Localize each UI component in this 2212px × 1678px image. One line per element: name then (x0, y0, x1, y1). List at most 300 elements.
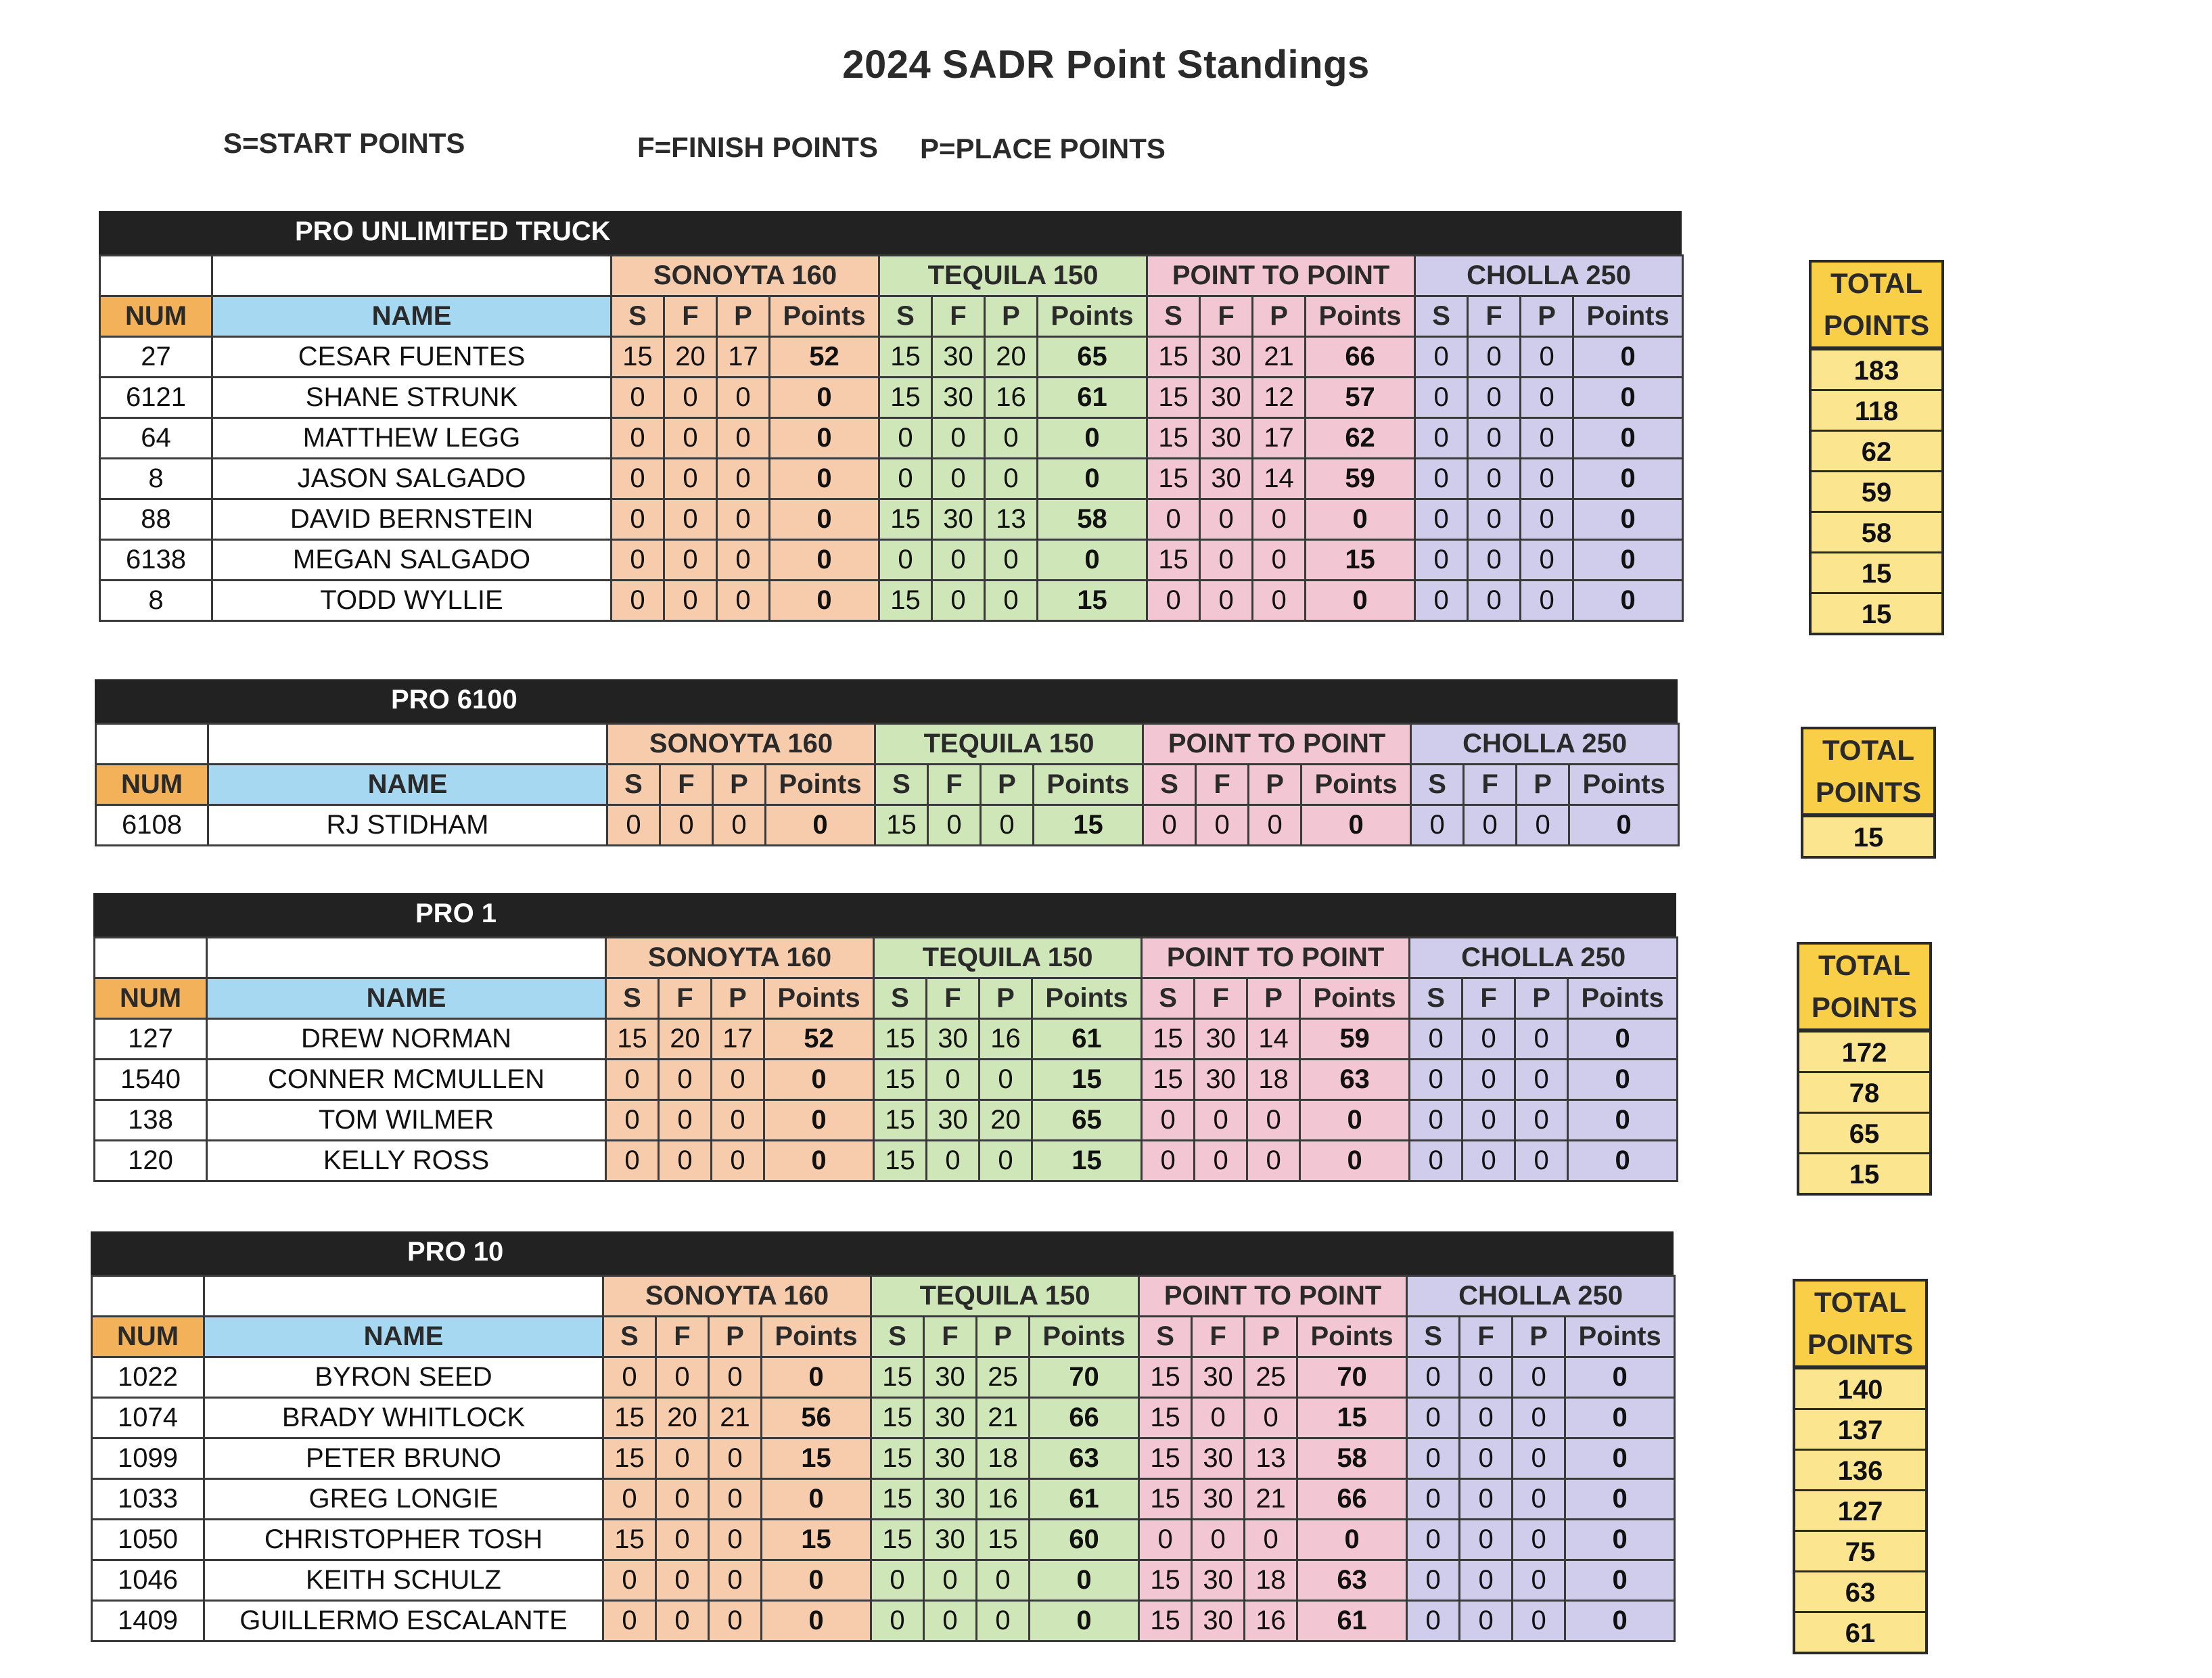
race-points: 0 (762, 1479, 871, 1520)
place-points: 0 (717, 418, 770, 459)
finish-points: 0 (664, 459, 717, 499)
start-points: 15 (1147, 378, 1200, 418)
total-points-value: 65 (1799, 1112, 1929, 1152)
place-points: 0 (1521, 378, 1573, 418)
finish-points: 20 (659, 1019, 712, 1060)
start-points: 15 (874, 1100, 927, 1141)
start-points: 15 (1139, 1438, 1192, 1479)
finish-points: 0 (664, 540, 717, 581)
class-name: PRO 10 (407, 1237, 504, 1267)
racer-name: MEGAN SALGADO (212, 540, 612, 581)
finish-points: 0 (1195, 1100, 1247, 1141)
finish-points: 30 (1192, 1601, 1245, 1641)
race-points: 0 (1565, 1479, 1675, 1520)
race-title: SONOYTA 160 (612, 256, 879, 296)
finish-points: 0 (1196, 805, 1249, 846)
finish-points: 0 (1460, 1601, 1513, 1641)
finish-points: 0 (664, 581, 717, 621)
name-header: NAME (204, 1317, 603, 1357)
place-points: 0 (1515, 1141, 1568, 1181)
place-header: P (713, 765, 766, 805)
place-points: 0 (1253, 499, 1306, 540)
start-points: 0 (1410, 1141, 1462, 1181)
start-points: 0 (606, 1100, 659, 1141)
place-points: 18 (977, 1438, 1030, 1479)
start-points: 15 (879, 378, 932, 418)
place-points: 0 (1253, 581, 1306, 621)
total-points-box (1793, 1279, 1928, 1654)
finish-points: 30 (932, 378, 985, 418)
race-points: 65 (1038, 337, 1147, 378)
finish-points: 30 (1192, 1438, 1245, 1479)
finish-points: 0 (1468, 540, 1521, 581)
start-points: 0 (612, 459, 664, 499)
finish-points: 30 (927, 1019, 980, 1060)
place-points: 0 (1517, 805, 1569, 846)
race-points: 0 (1300, 1100, 1410, 1141)
table-row (92, 1520, 1675, 1560)
finish-header: F (656, 1317, 709, 1357)
race-points: 0 (770, 418, 879, 459)
finish-points: 30 (1195, 1060, 1247, 1100)
points-header: Points (1030, 1317, 1139, 1357)
race-points: 0 (764, 1100, 874, 1141)
race-points: 66 (1297, 1479, 1407, 1520)
finish-header: F (660, 765, 713, 805)
start-header: S (875, 765, 928, 805)
finish-header: F (1195, 978, 1247, 1019)
race-points: 0 (766, 805, 875, 846)
table-row (95, 1100, 1678, 1141)
place-points: 0 (717, 378, 770, 418)
race-points: 0 (1297, 1520, 1407, 1560)
race-points: 0 (1565, 1357, 1675, 1398)
place-points: 0 (713, 805, 766, 846)
place-points: 0 (980, 1141, 1032, 1181)
finish-points: 0 (927, 1141, 980, 1181)
place-points: 0 (717, 499, 770, 540)
start-header: S (612, 296, 664, 337)
place-header: P (977, 1317, 1030, 1357)
racer-name: GUILLERMO ESCALANTE (204, 1601, 603, 1641)
place-points: 0 (1513, 1520, 1565, 1560)
place-points: 0 (977, 1560, 1030, 1601)
place-points: 0 (1245, 1398, 1297, 1438)
start-header: S (607, 765, 660, 805)
start-header: S (1415, 296, 1468, 337)
name-header: NAME (207, 978, 606, 1019)
finish-points: 0 (1195, 1141, 1247, 1181)
start-points: 0 (603, 1560, 656, 1601)
race-points: 0 (1568, 1141, 1678, 1181)
start-points: 0 (606, 1141, 659, 1181)
place-points: 0 (717, 581, 770, 621)
points-header: Points (1032, 978, 1142, 1019)
finish-points: 20 (656, 1398, 709, 1438)
finish-points: 0 (656, 1357, 709, 1398)
racer-name: CONNER MCMULLEN (207, 1060, 606, 1100)
racer-number: 6138 (100, 540, 212, 581)
start-points: 15 (874, 1060, 927, 1100)
start-points: 0 (1415, 499, 1468, 540)
start-points: 0 (1142, 1100, 1195, 1141)
start-header: S (1143, 765, 1196, 805)
start-header: S (1411, 765, 1464, 805)
race-points: 60 (1030, 1520, 1139, 1560)
start-points: 0 (612, 540, 664, 581)
total-points-value: 78 (1799, 1071, 1929, 1112)
racer-number: 27 (100, 337, 212, 378)
standings-table (91, 1275, 1676, 1642)
start-points: 0 (612, 499, 664, 540)
table-row (100, 378, 1683, 418)
racer-name: PETER BRUNO (204, 1438, 603, 1479)
points-header: Points (762, 1317, 871, 1357)
place-points: 0 (1513, 1560, 1565, 1601)
race-points: 61 (1038, 378, 1147, 418)
finish-points: 0 (932, 459, 985, 499)
blank-cell (208, 724, 607, 765)
place-points: 0 (712, 1141, 764, 1181)
race-points: 0 (764, 1141, 874, 1181)
points-header: Points (1568, 978, 1678, 1019)
start-points: 15 (612, 337, 664, 378)
race-points: 0 (1573, 540, 1683, 581)
start-points: 15 (1139, 1357, 1192, 1398)
race-points: 0 (1565, 1560, 1675, 1601)
place-points: 20 (985, 337, 1038, 378)
points-header: Points (1306, 296, 1415, 337)
place-points: 13 (1245, 1438, 1297, 1479)
finish-points: 0 (1468, 418, 1521, 459)
race-title: CHOLLA 250 (1411, 724, 1679, 765)
race-points: 62 (1306, 418, 1415, 459)
place-header: P (981, 765, 1034, 805)
race-points: 0 (770, 540, 879, 581)
total-points-box (1801, 727, 1936, 859)
start-points: 0 (879, 540, 932, 581)
start-points: 15 (871, 1479, 924, 1520)
start-points: 15 (875, 805, 928, 846)
start-points: 0 (1407, 1520, 1460, 1560)
race-points: 0 (762, 1560, 871, 1601)
race-points: 0 (1568, 1019, 1678, 1060)
finish-points: 0 (659, 1100, 712, 1141)
finish-points: 30 (932, 337, 985, 378)
name-header: NAME (212, 296, 612, 337)
place-points: 15 (977, 1520, 1030, 1560)
place-header: P (717, 296, 770, 337)
finish-points: 30 (1200, 459, 1253, 499)
racer-name: DAVID BERNSTEIN (212, 499, 612, 540)
total-points-box (1809, 260, 1944, 635)
race-points: 63 (1300, 1060, 1410, 1100)
points-label: POINTS (1811, 991, 1918, 1023)
total-points-value: 59 (1812, 470, 1941, 511)
start-points: 15 (1139, 1398, 1192, 1438)
place-points: 0 (1521, 459, 1573, 499)
finish-header: F (659, 978, 712, 1019)
race-points: 52 (764, 1019, 874, 1060)
racer-number: 1022 (92, 1357, 204, 1398)
race-points: 52 (770, 337, 879, 378)
start-points: 0 (1415, 337, 1468, 378)
race-title: CHOLLA 250 (1407, 1276, 1675, 1317)
start-points: 15 (1139, 1560, 1192, 1601)
start-points: 0 (1410, 1060, 1462, 1100)
racer-name: GREG LONGIE (204, 1479, 603, 1520)
finish-points: 0 (1468, 499, 1521, 540)
place-points: 21 (1245, 1479, 1297, 1520)
race-points: 0 (1301, 805, 1411, 846)
class-name: PRO 6100 (391, 685, 517, 715)
place-points: 16 (980, 1019, 1032, 1060)
place-points: 0 (717, 459, 770, 499)
race-points: 58 (1038, 499, 1147, 540)
blank-cell (95, 938, 207, 978)
start-header: S (606, 978, 659, 1019)
total-points-value: 172 (1799, 1030, 1929, 1071)
start-points: 0 (871, 1560, 924, 1601)
race-points: 61 (1297, 1601, 1407, 1641)
blank-cell (207, 938, 606, 978)
finish-points: 0 (656, 1601, 709, 1641)
table-row (95, 1141, 1678, 1181)
start-header: S (603, 1317, 656, 1357)
finish-points: 0 (1460, 1479, 1513, 1520)
place-points: 21 (1253, 337, 1306, 378)
racer-number: 8 (100, 459, 212, 499)
race-points: 0 (1573, 459, 1683, 499)
points-label: POINTS (1823, 309, 1930, 341)
start-points: 15 (1139, 1601, 1192, 1641)
start-points: 0 (603, 1357, 656, 1398)
racer-name: SHANE STRUNK (212, 378, 612, 418)
race-points: 15 (1032, 1060, 1142, 1100)
start-header: S (1139, 1317, 1192, 1357)
finish-points: 0 (1200, 581, 1253, 621)
finish-points: 0 (1462, 1141, 1515, 1181)
start-points: 15 (1139, 1479, 1192, 1520)
finish-header: F (1200, 296, 1253, 337)
start-points: 0 (1411, 805, 1464, 846)
points-header: Points (764, 978, 874, 1019)
finish-points: 0 (656, 1560, 709, 1601)
place-points: 0 (985, 459, 1038, 499)
start-points: 15 (879, 499, 932, 540)
start-points: 0 (1410, 1100, 1462, 1141)
race-points: 0 (1038, 459, 1147, 499)
place-points: 0 (1521, 581, 1573, 621)
race-title: POINT TO POINT (1147, 256, 1415, 296)
finish-points: 30 (1192, 1479, 1245, 1520)
place-header: P (709, 1317, 762, 1357)
place-points: 0 (1521, 540, 1573, 581)
points-header: Points (1297, 1317, 1407, 1357)
start-points: 15 (603, 1398, 656, 1438)
race-points: 0 (1573, 499, 1683, 540)
finish-header: F (924, 1317, 977, 1357)
class-header-bar (99, 211, 1682, 254)
table-row (100, 499, 1683, 540)
finish-header: F (1468, 296, 1521, 337)
legend-start-points: S=START POINTS (223, 127, 465, 159)
race-points: 0 (1569, 805, 1679, 846)
place-points: 0 (709, 1601, 762, 1641)
start-points: 15 (606, 1019, 659, 1060)
place-points: 0 (1513, 1438, 1565, 1479)
race-points: 15 (1297, 1398, 1407, 1438)
racer-name: TODD WYLLIE (212, 581, 612, 621)
start-header: S (1407, 1317, 1460, 1357)
finish-points: 0 (1468, 459, 1521, 499)
race-points: 15 (1038, 581, 1147, 621)
race-points: 0 (1038, 540, 1147, 581)
racer-number: 1099 (92, 1438, 204, 1479)
race-points: 59 (1300, 1019, 1410, 1060)
start-points: 0 (612, 418, 664, 459)
racer-name: MATTHEW LEGG (212, 418, 612, 459)
race-points: 0 (1306, 581, 1415, 621)
place-points: 0 (977, 1601, 1030, 1641)
start-points: 0 (1407, 1398, 1460, 1438)
place-points: 0 (1515, 1019, 1568, 1060)
race-points: 63 (1030, 1438, 1139, 1479)
table-row (96, 805, 1679, 846)
race-points: 70 (1297, 1357, 1407, 1398)
racer-number: 6108 (96, 805, 208, 846)
racer-number: 1033 (92, 1479, 204, 1520)
finish-points: 30 (1192, 1560, 1245, 1601)
race-title: TEQUILA 150 (871, 1276, 1139, 1317)
place-points: 16 (985, 378, 1038, 418)
points-header: Points (1569, 765, 1679, 805)
racer-number: 88 (100, 499, 212, 540)
total-points-value: 62 (1812, 430, 1941, 470)
place-points: 0 (717, 540, 770, 581)
race-points: 0 (1573, 337, 1683, 378)
race-title: SONOYTA 160 (606, 938, 874, 978)
start-points: 0 (612, 378, 664, 418)
total-points-value: 15 (1812, 551, 1941, 592)
start-points: 15 (879, 581, 932, 621)
place-points: 0 (1247, 1100, 1300, 1141)
place-points: 21 (977, 1398, 1030, 1438)
race-points: 15 (1306, 540, 1415, 581)
start-points: 0 (603, 1479, 656, 1520)
total-points-value: 183 (1812, 348, 1941, 389)
place-points: 0 (981, 805, 1034, 846)
finish-points: 0 (928, 805, 981, 846)
class-header-bar (93, 893, 1676, 936)
finish-points: 0 (1460, 1357, 1513, 1398)
finish-points: 0 (656, 1479, 709, 1520)
racer-name: TOM WILMER (207, 1100, 606, 1141)
place-header: P (1515, 978, 1568, 1019)
start-points: 15 (871, 1520, 924, 1560)
race-points: 0 (1565, 1398, 1675, 1438)
points-header: Points (766, 765, 875, 805)
start-points: 15 (1147, 418, 1200, 459)
place-header: P (980, 978, 1032, 1019)
race-points: 0 (1565, 1601, 1675, 1641)
racer-number: 1409 (92, 1601, 204, 1641)
start-points: 15 (1147, 337, 1200, 378)
race-title: POINT TO POINT (1142, 938, 1410, 978)
start-points: 0 (1407, 1479, 1460, 1520)
racer-number: 127 (95, 1019, 207, 1060)
finish-header: F (1196, 765, 1249, 805)
race-points: 0 (1030, 1560, 1139, 1601)
finish-points: 0 (1460, 1560, 1513, 1601)
place-header: P (1517, 765, 1569, 805)
total-points-header (1799, 945, 1929, 1030)
place-points: 17 (717, 337, 770, 378)
place-header: P (1249, 765, 1301, 805)
race-points: 63 (1297, 1560, 1407, 1601)
racer-number: 120 (95, 1141, 207, 1181)
start-points: 0 (606, 1060, 659, 1100)
total-points-box (1797, 942, 1932, 1196)
table-row (100, 581, 1683, 621)
start-points: 15 (1142, 1019, 1195, 1060)
start-points: 0 (1143, 805, 1196, 846)
finish-points: 0 (664, 378, 717, 418)
racer-name: CESAR FUENTES (212, 337, 612, 378)
start-header: S (1410, 978, 1462, 1019)
total-points-value: 75 (1795, 1530, 1925, 1570)
place-header: P (1513, 1317, 1565, 1357)
table-row (92, 1357, 1675, 1398)
blank-cell (96, 724, 208, 765)
standings-table (99, 254, 1684, 622)
race-points: 0 (1573, 418, 1683, 459)
place-header: P (985, 296, 1038, 337)
race-title: SONOYTA 160 (607, 724, 875, 765)
table-row (92, 1560, 1675, 1601)
table-row (100, 418, 1683, 459)
total-points-value: 136 (1795, 1449, 1925, 1489)
race-points: 59 (1306, 459, 1415, 499)
legend-place-points: P=PLACE POINTS (920, 133, 1166, 164)
legend-finish-points: F=FINISH POINTS (637, 131, 878, 163)
finish-points: 0 (1192, 1520, 1245, 1560)
race-points: 57 (1306, 378, 1415, 418)
start-points: 0 (1407, 1601, 1460, 1641)
place-points: 0 (1249, 805, 1301, 846)
finish-header: F (1192, 1317, 1245, 1357)
finish-points: 0 (659, 1141, 712, 1181)
start-header: S (879, 296, 932, 337)
finish-points: 0 (1464, 805, 1517, 846)
place-points: 25 (977, 1357, 1030, 1398)
place-points: 16 (1245, 1601, 1297, 1641)
race-points: 0 (1568, 1060, 1678, 1100)
total-label: TOTAL (1814, 1286, 1907, 1318)
racer-name: DREW NORMAN (207, 1019, 606, 1060)
start-header: S (1142, 978, 1195, 1019)
racer-number: 8 (100, 581, 212, 621)
race-title: POINT TO POINT (1139, 1276, 1407, 1317)
finish-points: 0 (656, 1438, 709, 1479)
race-points: 58 (1297, 1438, 1407, 1479)
place-points: 0 (712, 1100, 764, 1141)
class-name: PRO UNLIMITED TRUCK (295, 217, 611, 246)
finish-header: F (1460, 1317, 1513, 1357)
finish-points: 30 (924, 1438, 977, 1479)
place-points: 0 (985, 540, 1038, 581)
place-points: 0 (1253, 540, 1306, 581)
